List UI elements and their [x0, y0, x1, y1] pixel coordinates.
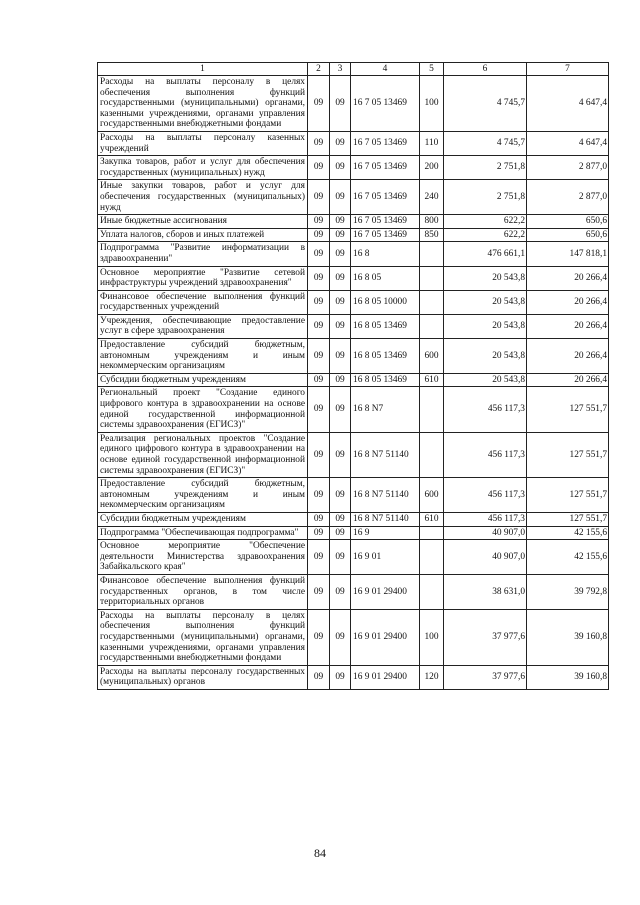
target-article-cell: 16 9 01 29400	[351, 665, 420, 689]
expense-type-cell: 100	[420, 609, 444, 665]
subsection-cell: 09	[330, 478, 351, 513]
table-row	[98, 540, 609, 575]
amount-year2-cell: 127 551,7	[527, 512, 609, 526]
amount-year2-cell: 20 266,4	[527, 314, 609, 338]
amount-year1-cell: 4 745,7	[444, 76, 527, 132]
section-cell: 09	[308, 266, 330, 290]
subsection-cell: 09	[330, 180, 351, 215]
section-cell: 09	[308, 131, 330, 155]
amount-year1-cell: 20 543,8	[444, 339, 527, 374]
expense-type-cell	[420, 432, 444, 477]
column-header: 7	[527, 63, 609, 76]
section-cell: 09	[308, 156, 330, 180]
table-row	[98, 512, 609, 526]
subsection-cell: 09	[330, 339, 351, 374]
target-article-cell: 16 8 05 13469	[351, 314, 420, 338]
expense-type-cell: 200	[420, 156, 444, 180]
amount-year2-cell: 4 647,4	[527, 76, 609, 132]
expense-type-cell: 120	[420, 665, 444, 689]
amount-year1-cell: 622,2	[444, 215, 527, 229]
table-row	[98, 574, 609, 609]
table-row	[98, 228, 609, 242]
table-row	[98, 266, 609, 290]
row-name-cell: Субсидии бюджетным учреждениям	[98, 512, 308, 526]
section-cell: 09	[308, 180, 330, 215]
target-article-cell: 16 8 N7 51140	[351, 512, 420, 526]
amount-year2-cell: 147 818,1	[527, 242, 609, 266]
row-name-cell: Предоставление субсидий бюджетным, автономным учреждениям и иным некоммерческим организациям	[98, 339, 308, 374]
row-name-cell: Основное мероприятие "Развитие сетевой инфраструктуры учреждений здравоохранения"	[98, 266, 308, 290]
expense-type-cell	[420, 242, 444, 266]
subsection-cell: 09	[330, 609, 351, 665]
subsection-cell: 09	[330, 373, 351, 387]
row-name-cell: Учреждения, обеспечивающие предоставление услуг в сфере здравоохранения	[98, 314, 308, 338]
subsection-cell: 09	[330, 540, 351, 575]
section-cell: 09	[308, 478, 330, 513]
amount-year2-cell: 42 155,6	[527, 526, 609, 540]
header-row	[98, 63, 609, 76]
amount-year1-cell: 476 661,1	[444, 242, 527, 266]
expense-type-cell	[420, 387, 444, 432]
amount-year1-cell: 622,2	[444, 228, 527, 242]
amount-year1-cell: 2 751,8	[444, 156, 527, 180]
amount-year2-cell: 20 266,4	[527, 266, 609, 290]
row-name-cell: Расходы на выплаты персоналу государственных (муниципальных) органов	[98, 665, 308, 689]
amount-year2-cell: 650,6	[527, 228, 609, 242]
target-article-cell: 16 8 N7	[351, 387, 420, 432]
subsection-cell: 09	[330, 314, 351, 338]
subsection-cell: 09	[330, 242, 351, 266]
expense-type-cell	[420, 290, 444, 314]
row-name-cell: Иные бюджетные ассигнования	[98, 215, 308, 229]
amount-year2-cell: 2 877,0	[527, 156, 609, 180]
column-header: 4	[351, 63, 420, 76]
amount-year2-cell: 4 647,4	[527, 131, 609, 155]
amount-year1-cell: 20 543,8	[444, 314, 527, 338]
table-row	[98, 180, 609, 215]
section-cell: 09	[308, 242, 330, 266]
section-cell: 09	[308, 339, 330, 374]
amount-year1-cell: 20 543,8	[444, 373, 527, 387]
amount-year2-cell: 39 160,8	[527, 665, 609, 689]
target-article-cell: 16 7 05 13469	[351, 156, 420, 180]
amount-year2-cell: 20 266,4	[527, 373, 609, 387]
expense-type-cell: 800	[420, 215, 444, 229]
amount-year1-cell: 4 745,7	[444, 131, 527, 155]
target-article-cell: 16 8 N7 51140	[351, 478, 420, 513]
amount-year2-cell: 20 266,4	[527, 339, 609, 374]
section-cell: 09	[308, 314, 330, 338]
subsection-cell: 09	[330, 156, 351, 180]
amount-year1-cell: 2 751,8	[444, 180, 527, 215]
budget-table	[97, 62, 609, 690]
amount-year2-cell: 42 155,6	[527, 540, 609, 575]
page-number: 84	[314, 846, 326, 860]
subsection-cell: 09	[330, 387, 351, 432]
target-article-cell: 16 8 05 10000	[351, 290, 420, 314]
row-name-cell: Иные закупки товаров, работ и услуг для обеспечения государственных (муниципальных) нужд	[98, 180, 308, 215]
expense-type-cell: 610	[420, 512, 444, 526]
subsection-cell: 09	[330, 76, 351, 132]
subsection-cell: 09	[330, 131, 351, 155]
amount-year2-cell: 127 551,7	[527, 432, 609, 477]
table-row	[98, 339, 609, 374]
section-cell: 09	[308, 574, 330, 609]
expense-type-cell: 850	[420, 228, 444, 242]
row-name-cell: Подпрограмма "Развитие информатизации в здравоохранении"	[98, 242, 308, 266]
target-article-cell: 16 7 05 13469	[351, 180, 420, 215]
subsection-cell: 09	[330, 266, 351, 290]
section-cell: 09	[308, 609, 330, 665]
row-name-cell: Финансовое обеспечение выполнения функций государственных органов, в том числе территориальных органов	[98, 574, 308, 609]
section-cell: 09	[308, 512, 330, 526]
subsection-cell: 09	[330, 574, 351, 609]
section-cell: 09	[308, 387, 330, 432]
subsection-cell: 09	[330, 665, 351, 689]
row-name-cell: Расходы на выплаты персоналу в целях обеспечения выполнения функций государственными (муниципальными) органами, казенными учреждениями, органами управления государственными внебюджетными фондами	[98, 76, 308, 132]
target-article-cell: 16 8 N7 51140	[351, 432, 420, 477]
column-header: 2	[308, 63, 330, 76]
amount-year2-cell: 2 877,0	[527, 180, 609, 215]
row-name-cell: Предоставление субсидий бюджетным, автономным учреждениям и иным некоммерческим организациям	[98, 478, 308, 513]
amount-year2-cell: 127 551,7	[527, 387, 609, 432]
expense-type-cell	[420, 574, 444, 609]
target-article-cell: 16 9	[351, 526, 420, 540]
table-row	[98, 526, 609, 540]
subsection-cell: 09	[330, 215, 351, 229]
amount-year1-cell: 40 907,0	[444, 526, 527, 540]
table-row	[98, 478, 609, 513]
table-row	[98, 609, 609, 665]
section-cell: 09	[308, 228, 330, 242]
section-cell: 09	[308, 290, 330, 314]
target-article-cell: 16 9 01 29400	[351, 609, 420, 665]
target-article-cell: 16 7 05 13469	[351, 76, 420, 132]
amount-year2-cell: 127 551,7	[527, 478, 609, 513]
table-row	[98, 156, 609, 180]
section-cell: 09	[308, 373, 330, 387]
column-header: 6	[444, 63, 527, 76]
target-article-cell: 16 9 01	[351, 540, 420, 575]
row-name-cell: Уплата налогов, сборов и иных платежей	[98, 228, 308, 242]
expense-type-cell: 600	[420, 339, 444, 374]
amount-year2-cell: 39 160,8	[527, 609, 609, 665]
budget-table-page	[97, 62, 608, 690]
expense-type-cell: 100	[420, 76, 444, 132]
amount-year1-cell: 456 117,3	[444, 478, 527, 513]
table-row	[98, 432, 609, 477]
amount-year2-cell: 650,6	[527, 215, 609, 229]
target-article-cell: 16 7 05 13469	[351, 131, 420, 155]
column-header: 1	[98, 63, 308, 76]
amount-year1-cell: 456 117,3	[444, 512, 527, 526]
amount-year1-cell: 456 117,3	[444, 387, 527, 432]
subsection-cell: 09	[330, 526, 351, 540]
table-row	[98, 290, 609, 314]
section-cell: 09	[308, 76, 330, 132]
amount-year1-cell: 20 543,8	[444, 266, 527, 290]
table-row	[98, 215, 609, 229]
target-article-cell: 16 8 05 13469	[351, 339, 420, 374]
row-name-cell: Субсидии бюджетным учреждениям	[98, 373, 308, 387]
target-article-cell: 16 9 01 29400	[351, 574, 420, 609]
row-name-cell: Региональный проект "Создание единого цифрового контура в здравоохранении на основе единой государственной информационной системы здравоохранения (ЕГИСЗ)"	[98, 387, 308, 432]
target-article-cell: 16 7 05 13469	[351, 228, 420, 242]
expense-type-cell	[420, 540, 444, 575]
row-name-cell: Расходы на выплаты персоналу в целях обеспечения выполнения функций государственными (муниципальными) органами, казенными учреждениями, органами управления государственными внебюджетными фондами	[98, 609, 308, 665]
subsection-cell: 09	[330, 228, 351, 242]
expense-type-cell: 600	[420, 478, 444, 513]
expense-type-cell: 240	[420, 180, 444, 215]
expense-type-cell: 110	[420, 131, 444, 155]
row-name-cell: Закупка товаров, работ и услуг для обеспечения государственных (муниципальных) нужд	[98, 156, 308, 180]
table-row	[98, 373, 609, 387]
table-row	[98, 665, 609, 689]
table-row	[98, 131, 609, 155]
section-cell: 09	[308, 215, 330, 229]
section-cell: 09	[308, 432, 330, 477]
expense-type-cell	[420, 314, 444, 338]
table-row	[98, 314, 609, 338]
subsection-cell: 09	[330, 290, 351, 314]
table-row	[98, 76, 609, 132]
amount-year1-cell: 37 977,6	[444, 609, 527, 665]
column-header: 5	[420, 63, 444, 76]
amount-year2-cell: 39 792,8	[527, 574, 609, 609]
row-name-cell: Основное мероприятие "Обеспечение деятельности Министерства здравоохранения Забайкальского края"	[98, 540, 308, 575]
table-row	[98, 242, 609, 266]
expense-type-cell	[420, 526, 444, 540]
row-name-cell: Реализация региональных проектов "Создание единого цифрового контура в здравоохранении на основе единой государственной информационной системы здравоохранения (ЕГИСЗ)"	[98, 432, 308, 477]
amount-year1-cell: 37 977,6	[444, 665, 527, 689]
column-header: 3	[330, 63, 351, 76]
target-article-cell: 16 8	[351, 242, 420, 266]
target-article-cell: 16 8 05	[351, 266, 420, 290]
section-cell: 09	[308, 540, 330, 575]
subsection-cell: 09	[330, 432, 351, 477]
section-cell: 09	[308, 665, 330, 689]
expense-type-cell: 610	[420, 373, 444, 387]
amount-year1-cell: 38 631,0	[444, 574, 527, 609]
table-row	[98, 387, 609, 432]
row-name-cell: Расходы на выплаты персоналу казенных учреждений	[98, 131, 308, 155]
expense-type-cell	[420, 266, 444, 290]
target-article-cell: 16 7 05 13469	[351, 215, 420, 229]
amount-year1-cell: 20 543,8	[444, 290, 527, 314]
amount-year2-cell: 20 266,4	[527, 290, 609, 314]
subsection-cell: 09	[330, 512, 351, 526]
target-article-cell: 16 8 05 13469	[351, 373, 420, 387]
row-name-cell: Подпрограмма "Обеспечивающая подпрограмма"	[98, 526, 308, 540]
row-name-cell: Финансовое обеспечение выполнения функций государственных учреждений	[98, 290, 308, 314]
amount-year1-cell: 456 117,3	[444, 432, 527, 477]
section-cell: 09	[308, 526, 330, 540]
amount-year1-cell: 40 907,0	[444, 540, 527, 575]
